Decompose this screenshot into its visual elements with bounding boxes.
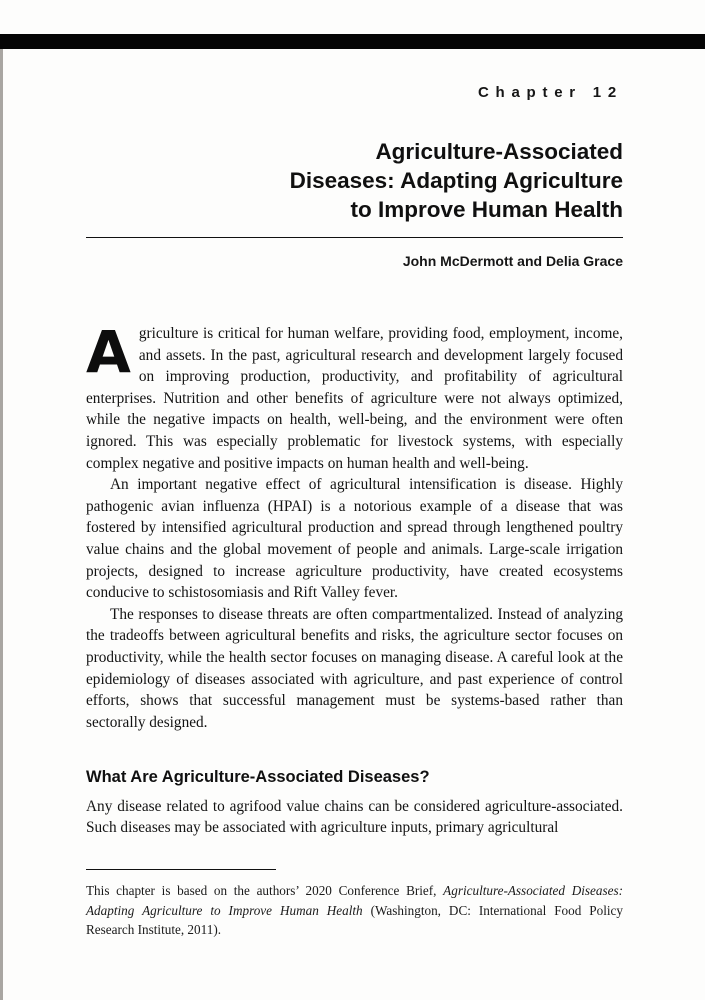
footnote-text-italic: Agriculture-Associated Diseases: Adapting Agriculture to Improve Human Health [86,883,623,918]
section-heading: What Are Agriculture-Associated Diseases? [86,768,430,787]
scan-top-bar [0,34,705,49]
chapter-title-line-2: Diseases: Adapting Agriculture [289,168,623,193]
body-text-block [86,318,623,940]
drop-cap: A [86,318,131,386]
chapter-title-line-1: Agriculture-Associated [375,139,623,164]
paragraph-2: An important negative effect of agricultural intensification is disease. Highly pathogenic avian influenza (HPAI) is a notorious example of a disease that was fostered by intensified agricultural production and spread through lengthened poultry value chains and the global movement of people and animals. Large-scale irrigation projects, designed to increase agriculture productivity, have created ecosystems conducive to schistosomiasis and Rift Valley fever. [86,476,623,602]
paragraph-4: Any disease related to agrifood value chains can be considered agriculture-associated. Such diseases may be associated with agriculture inputs, primary agricultural [86,797,623,837]
paragraph-1 [86,318,623,474]
title-divider-rule [86,237,623,238]
chapter-title-line-3: to Improve Human Health [350,197,623,222]
footnote-block [86,869,623,940]
footnote-divider-rule [86,869,276,870]
scan-left-edge [0,49,3,1000]
paragraph-3: The responses to disease threats are often compartmentalized. Instead of analyzing the tradeoffs between agricultural benefits and risks, the agriculture sector focuses on productivity, while the health sector focuses on managing disease. A careful look at the epidemiology of diseases associated with agriculture, and past experience of control efforts, shows that successful management must be systems-based rather than sectorally designed. [86,605,623,731]
author-byline: John McDermott and Delia Grace [402,253,623,269]
footnote-text-post: (Washington, DC: International Food Policy Research Institute, 2011). [86,902,623,938]
footnote-text [86,881,623,940]
chapter-label: Chapter 12 [477,84,623,101]
page-content [86,84,623,940]
chapter-title [86,137,623,224]
footnote-text-pre: This chapter is based on the authors’ 2020 Conference Brief, [86,883,444,899]
paragraph-1-text: griculture is critical for human welfare, providing food, employment, income, and assets. In the past, agricultural research and development largely focused on improving production, productivity, and profitability of agricultural enterprises. Nutrition and other benefits of agriculture were not always optimized, while the negative impacts on health, well-being, and the environment were often ignored. This was especially problematic for livestock systems, with especially complex negative and positive impacts on human health and well-being. [86,325,623,472]
